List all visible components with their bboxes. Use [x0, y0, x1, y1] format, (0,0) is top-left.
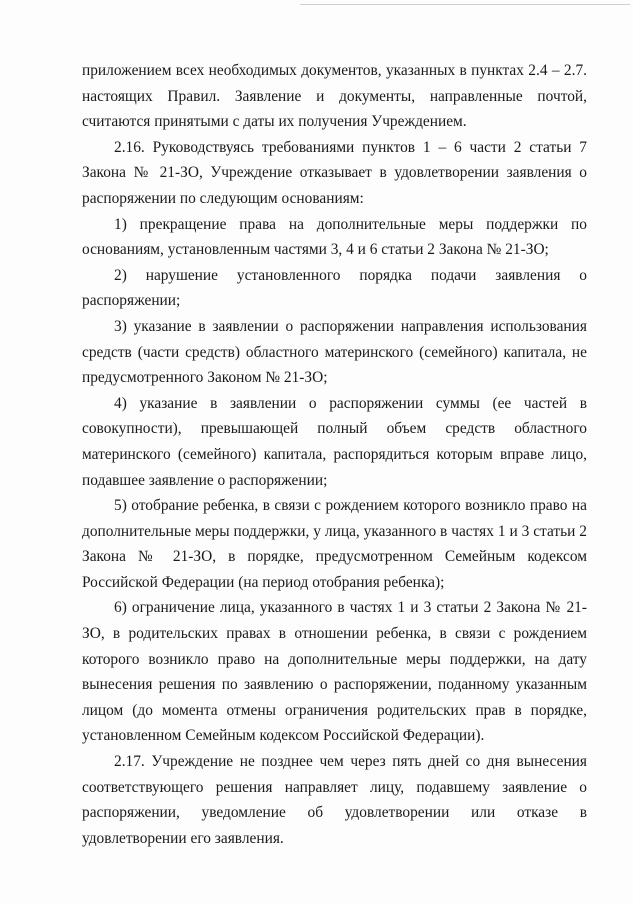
paragraph-continuation: приложением всех необходимых документов, указанных в пунктах 2.4 – 2.7. настоящих Правил. Заявление и документы, направленные почтой, считаются принятыми с даты их получения Учреждением.	[82, 62, 587, 131]
list-item-4: 4) указание в заявлении о распоряжении суммы (ее частей в совокупности), превышающей полный объем средств областного материнского (семейного) капитала, распорядиться которым вправе лицо, подавшее заявление о распоряжении;	[82, 394, 587, 489]
list-item-5: 5) отобрание ребенка, в связи с рождением которого возникло право на дополнительные меры поддержки, у лица, указанного в частях 1 и 3 статьи 2 Закона № 21-ЗО, в порядке, предусмотренном Семейным кодексом Российской Федерации (на период отобрания ребенка);	[82, 497, 587, 591]
paragraph-2-16: 2.16. Руководствуясь требованиями пунктов 1 – 6 части 2 статьи 7 Закона № 21-ЗО, Учреждение отказывает в удовлетворении заявления о распоряжении по следующим основаниям:	[82, 138, 587, 207]
document-body	[82, 58, 587, 851]
list-item-1: 1) прекращение права на дополнительные меры поддержки по основаниям, установленным частями 3, 4 и 6 статьи 2 Закона № 21-ЗО;	[82, 215, 587, 259]
scan-edge-line	[300, 4, 630, 5]
list-item-2: 2) нарушение установленного порядка подачи заявления о распоряжении;	[82, 266, 587, 310]
list-item-3: 3) указание в заявлении о распоряжении направления использования средств (части средств) областного материнского (семейного) капитала, не предусмотренного Законом № 21-ЗО;	[82, 317, 587, 387]
paragraph-2-17: 2.17. Учреждение не позднее чем через пять дней со дня вынесения соответствующего решения направляет лицу, подавшему заявление о распоряжении, уведомление об удовлетворении или отказе в удовлетворении его заявления.	[82, 753, 587, 847]
list-item-6: 6) ограничение лица, указанного в частях 1 и 3 статьи 2 Закона № 21-ЗО, в родительских правах в отношении ребенка, в связи с рождением которого возникло право на дополнительные меры поддержки, на дату вынесения решения по заявлению о распоряжении, поданному указанным лицом (до момента отмены ограничения родительских прав в порядке, установленном Семейным кодексом Российской Федерации).	[82, 599, 587, 745]
